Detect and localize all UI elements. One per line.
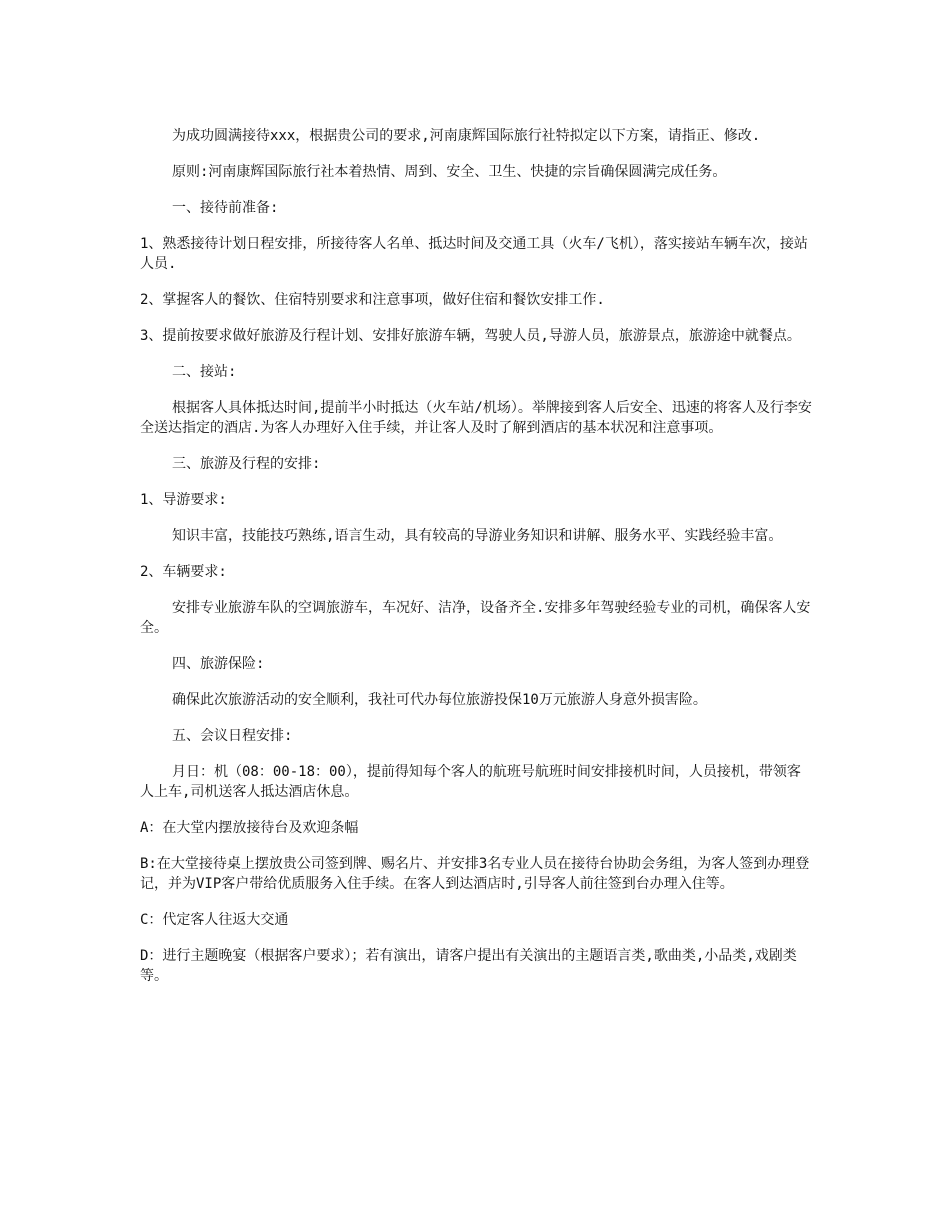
- section-heading: 三、旅游及行程的安排:: [172, 456, 321, 472]
- section-heading: 四、旅游保险:: [172, 656, 265, 672]
- list-item: C：代定客人往返大交通: [140, 912, 289, 928]
- body-paragraph: 知识丰富，技能技巧熟练,语言生动，具有较高的导游业务知识和讲解、服务水平、实践经验丰富。: [172, 528, 783, 544]
- intro-paragraph: 为成功圆满接待xxx，根据贵公司的要求,河南康辉国际旅行社特拟定以下方案，请指正、修改.: [172, 128, 761, 144]
- body-paragraph: 安排专业旅游车队的空调旅游车，车况好、洁净，设备齐全.安排多年驾驶经验专业的司机，确保客人安全。: [140, 600, 811, 636]
- principle-paragraph: 原则:河南康辉国际旅行社本着热情、周到、安全、卫生、快捷的宗旨确保圆满完成任务。: [172, 164, 727, 180]
- list-item: 2、掌握客人的餐饮、住宿特别要求和注意事项，做好住宿和餐饮安排工作.: [140, 292, 605, 308]
- body-paragraph: 根据客人具体抵达时间,提前半小时抵达（火车站/机场）。举牌接到客人后安全、迅速的将客人及行李安全送达指定的酒店.为客人办理好入住手续，并让客人及时了解到酒店的基本状况和注意事项。: [140, 400, 812, 436]
- section-heading: 二、接站:: [172, 364, 237, 380]
- list-item: 1、熟悉接待计划日程安排，所接待客人名单、抵达时间及交通工具（火车/飞机），落实接站车辆车次，接站人员.: [140, 236, 808, 272]
- document-body: [140, 126, 812, 1002]
- sub-heading: 1、导游要求:: [140, 492, 227, 508]
- body-paragraph: 月日：机（08：00-18：00），提前得知每个客人的航班号航班时间安排接机时间，人员接机，带领客人上车,司机送客人抵达酒店休息。: [140, 764, 801, 800]
- list-item: A：在大堂内摆放接待台及欢迎条幅: [140, 820, 359, 836]
- body-paragraph: 确保此次旅游活动的安全顺利，我社可代办每位旅游投保10万元旅游人身意外损害险。: [172, 692, 707, 708]
- section-heading: 五、会议日程安排:: [172, 728, 293, 744]
- list-item: 3、提前按要求做好旅游及行程计划、安排好旅游车辆，驾驶人员,导游人员，旅游景点，旅游途中就餐点。: [140, 328, 801, 344]
- list-item: D：进行主题晚宴（根据客户要求）；若有演出，请客户提出有关演出的主题语言类,歌曲类,小品类,戏剧类等。: [140, 948, 797, 984]
- list-item: B:在大堂接待桌上摆放贵公司签到牌、赐名片、并安排3名专业人员在接待台协助会务组，为客人签到办理登记，并为VIP客户带给优质服务入住手续。在客人到达酒店时,引导客人前往签到台办理入住等。: [140, 856, 810, 892]
- section-heading: 一、接待前准备:: [172, 200, 279, 216]
- sub-heading: 2、车辆要求:: [140, 564, 227, 580]
